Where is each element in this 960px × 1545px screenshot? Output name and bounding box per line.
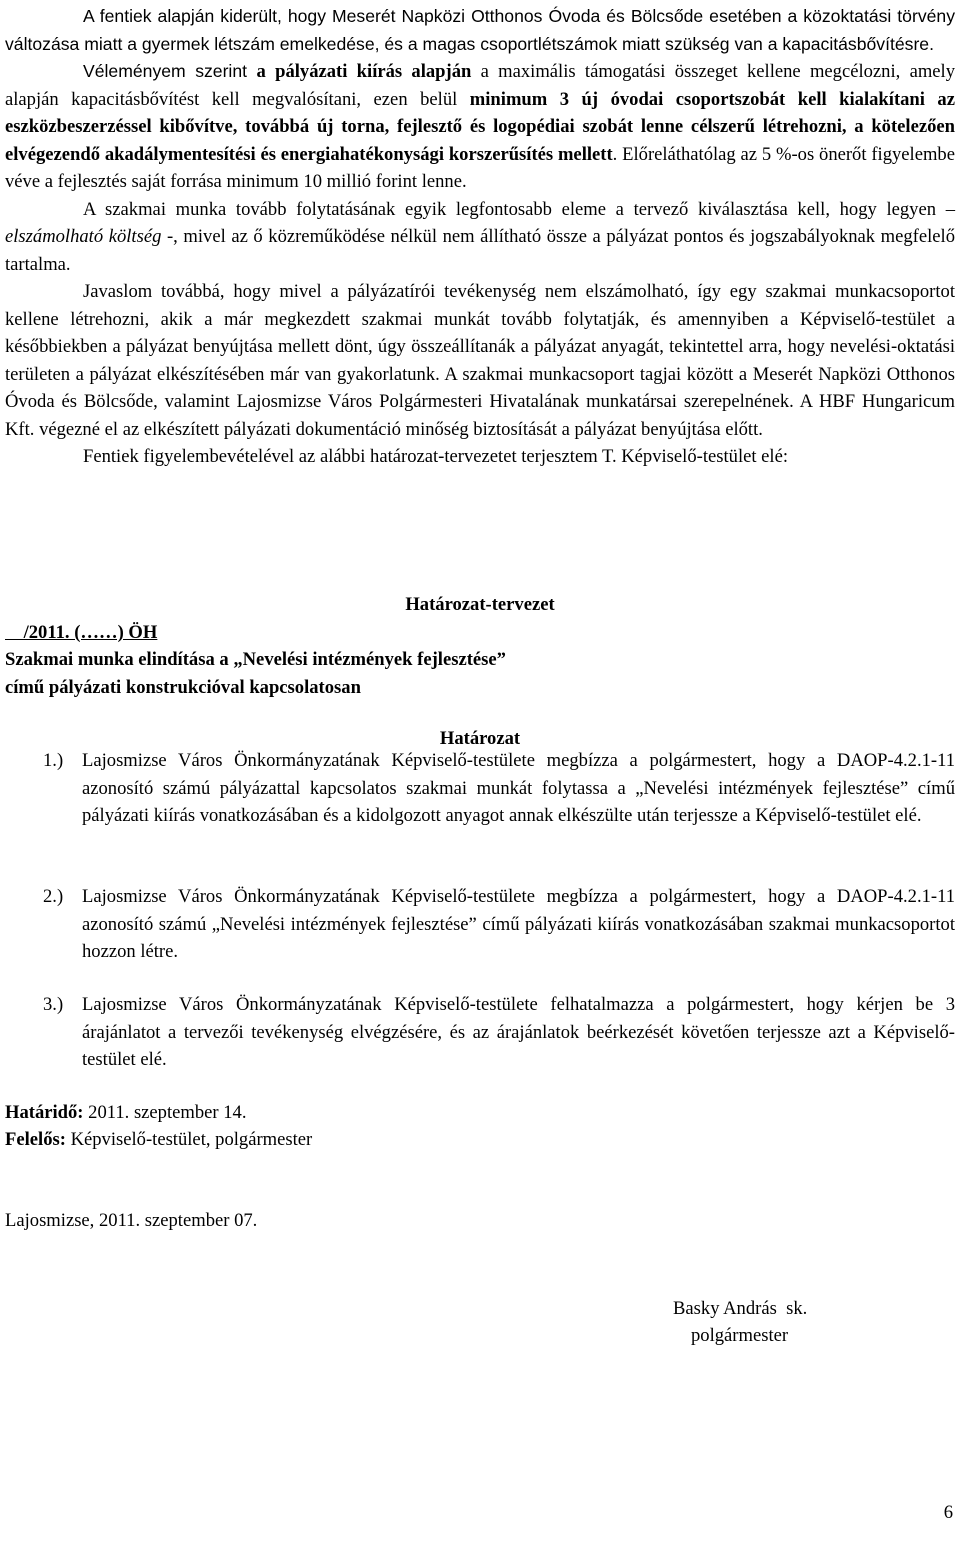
intro-paragraph-2	[5, 58, 955, 196]
signature-title: polgármester	[691, 1325, 789, 1346]
intro-paragraph-4: Javaslom továbbá, hogy mivel a pályázatírói tevékenység nem elszámolható, így egy szakmai munkacsoportot kellene létrehozni, akik a már megkezdett szakmai munkát tovább folytatják, és amennyiben a Képviselő-testület a későbbiekben a pályázat benyújtása mellett dönt, úgy összeállítanák a pályázat anyagát, tekintettel arra, hogy nevelési-oktatási területen a pályázat elkészítésében már van gyakorlatunk. A szakmai munkacsoport tagjai között a Meserét Napközi Otthonos Óvoda és Bölcsőde, valamint Lajosmizse Város Polgármesteri Hivatalának munkatársai szerepelnének. A HBF Hungaricum Kft. végezné el az elkészített pályázati dokumentáció minőség biztosítását a pályázat benyújtása előtt.	[5, 281, 955, 440]
p2-bold-1: a pályázati kiírás alapján	[256, 61, 472, 82]
item-number: 3.)	[43, 994, 64, 1015]
intro-paragraph-1: A fentiek alapján kiderült, hogy Meserét Napközi Otthonos Óvoda és Bölcsőde esetében a közoktatási törvény változása miatt a gyermek létszám emelkedése, és a magas csoportlétszámok miatt szükség van a kapacitásbővítésre.	[5, 6, 955, 54]
resolution-item	[43, 747, 955, 830]
p3-text-1: A szakmai munka tovább folytatásának egyik legfontosabb eleme a tervező kiválasztása kell, hogy legyen –	[83, 198, 955, 220]
resolution-number: /2011. (……) ÖH	[5, 622, 158, 643]
item-text: Lajosmizse Város Önkormányzatának Képviselő-testülete felhatalmazza a polgármestert, hogy kérjen be 3 árajánlatot a tervezői tevékenység elvégzésére, és az árajánlatok beérkezését követően terjessze azt a Képviselő-testület elé.	[82, 994, 955, 1070]
resolution-item	[43, 883, 955, 966]
subject-line-1: Szakmai munka elindítása a „Nevelési intézmények fejlesztése”	[5, 649, 506, 670]
p3-italic: elszámolható költség	[5, 226, 162, 247]
deadline-value: 2011. szeptember 14.	[83, 1102, 247, 1123]
p2-text-2: . Előreláthatólag az 5 %-os önerőt figyelembe véve a fejlesztés saját forrása minimum 10 millió forint lenne.	[5, 143, 955, 192]
intro-paragraph-3	[5, 196, 955, 279]
item-text: Lajosmizse Város Önkormányzatának Képviselő-testülete megbízza a polgármestert, hogy a DAOP-4.2.1-11 azonosító számú „Nevelési intézmények fejlesztése” című pályázati kiírás vonatkozásában szakmai munkacsoportot hozzon létre.	[82, 886, 955, 962]
signature-name: Basky András sk.	[673, 1298, 808, 1319]
subject-line-2: című pályázati konstrukcióval kapcsolatosan	[5, 676, 361, 698]
p3-text-2: -, mivel az ő közreműködése nélkül nem állítható össze a pályázat pontos és jogszabályoknak megfelelő tartalma.	[5, 226, 955, 275]
responsible-label: Felelős:	[5, 1129, 66, 1150]
document-page	[5, 3, 955, 1523]
p2-text-1: a maximális támogatási összeget kellene megcélozni, amely alapján kapacitásbővítést kell megvalósítani, ezen belül	[5, 61, 955, 110]
intro-paragraph-5: Fentiek figyelembevételével az alábbi határozat-tervezetet terjesztem T. Képviselő-testület elé:	[83, 446, 789, 467]
deadline-label: Határidő:	[5, 1102, 84, 1123]
resolution-title: Határozat	[439, 728, 521, 749]
page-number: 6	[943, 1502, 953, 1523]
resolution-item	[43, 991, 955, 1074]
p2-bold-2: minimum 3 új óvodai csoportszobát kell kialakítani az eszközbeszerzéssel kibővítve, továbbá új torna, fejlesztő és logopédiai szobát lenne célszerű létrehozni, a kötelezően elvégezendő akadálymentesítési és energiahatékonysági korszerűsítés mellett	[5, 88, 955, 165]
item-text: Lajosmizse Város Önkormányzatának Képviselő-testülete megbízza a polgármestert, hogy a DAOP-4.2.1-11 azonosító számú pályázattal kapcsolatos szakmai munkát folytassa a „Nevelési intézmények fejlesztése” című pályázati kiírás vonatkozásában és a kidolgozott anyagot annak elkészülte után terjessze a Képviselő-testület elé.	[82, 750, 955, 826]
responsible-value: Képviselő-testület, polgármester	[65, 1129, 313, 1150]
responsible	[5, 1126, 312, 1154]
item-number: 1.)	[43, 750, 64, 771]
place-date: Lajosmizse, 2011. szeptember 07.	[5, 1210, 258, 1231]
item-number: 2.)	[43, 886, 64, 907]
p2-lead: Véleményem szerint	[83, 61, 257, 81]
deadline	[5, 1099, 247, 1127]
resolution-subject	[5, 646, 506, 701]
draft-title: Határozat-tervezet	[405, 594, 555, 615]
